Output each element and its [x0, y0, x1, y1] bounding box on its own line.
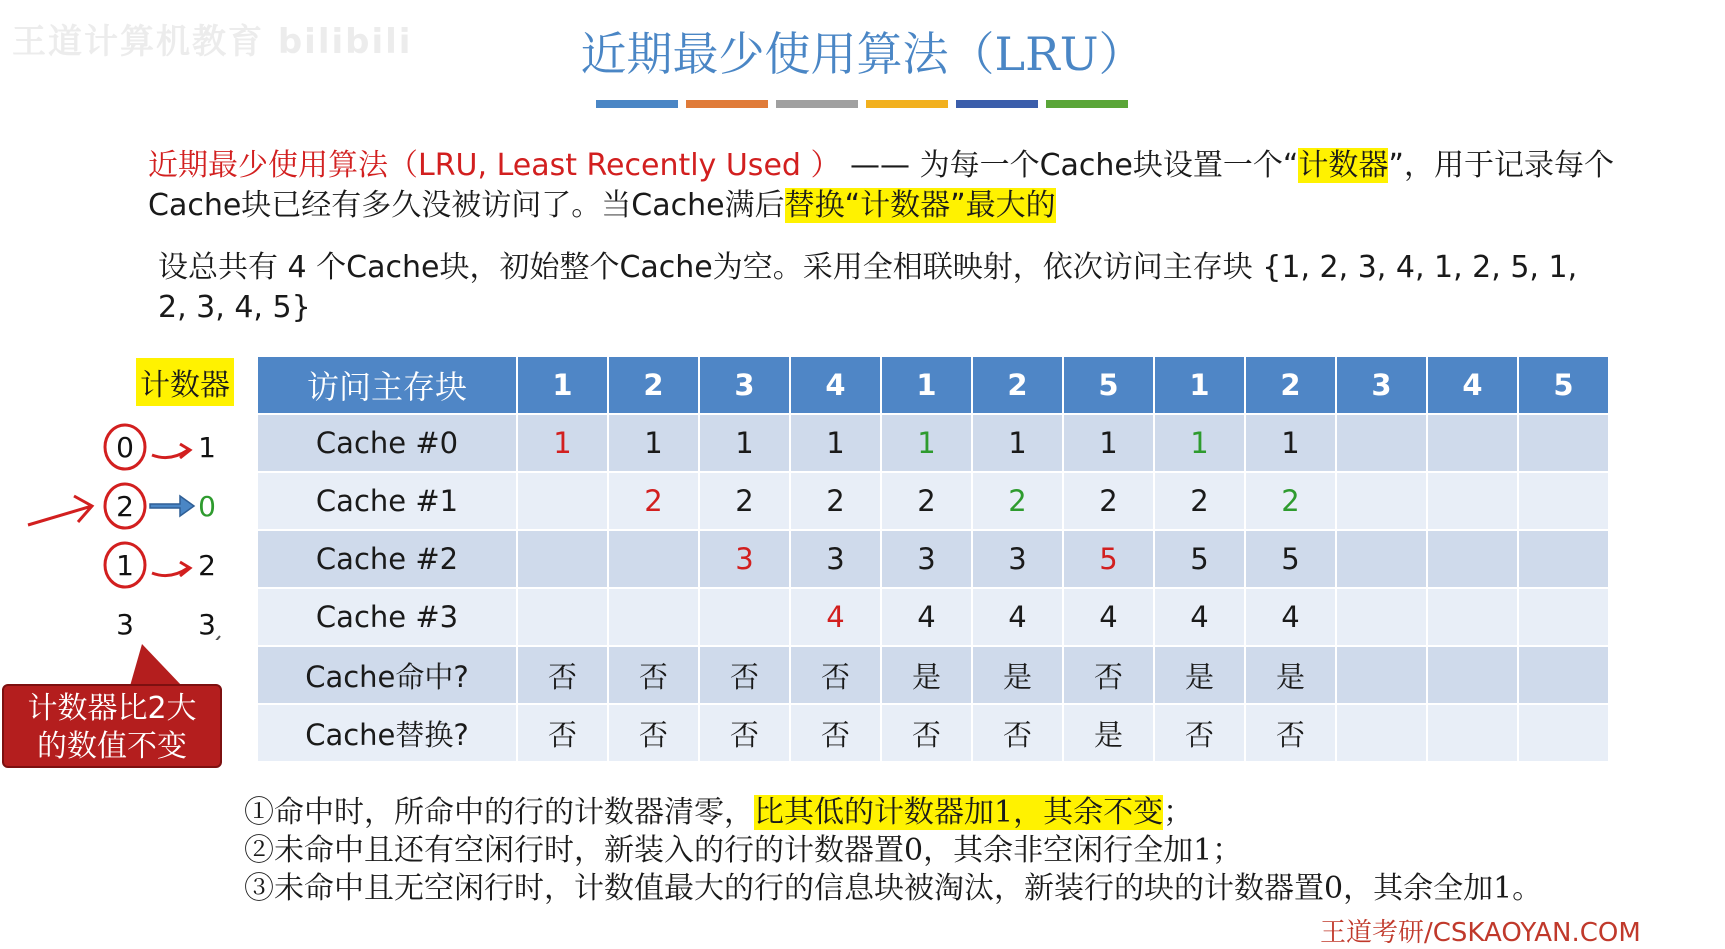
row-label: Cache替换? — [257, 704, 517, 762]
table-header-row — [257, 356, 1609, 414]
table-cell: 是 — [881, 646, 972, 704]
intro-highlight-replace: 替换“计数器”最大的 — [784, 188, 1056, 223]
table-cell: 1 — [608, 414, 699, 472]
table-cell: 4 — [881, 588, 972, 646]
table-cell: 4 — [1154, 588, 1245, 646]
header-label: 访问主存块 — [257, 356, 517, 414]
table-cell — [517, 530, 608, 588]
table-cell — [1336, 588, 1427, 646]
table-cell — [1427, 530, 1518, 588]
table-cell: 3 — [699, 530, 790, 588]
table-cell — [1518, 588, 1609, 646]
access-header: 5 — [1063, 356, 1154, 414]
table-cell: 2 — [1063, 472, 1154, 530]
table-row — [257, 414, 1609, 472]
table-cell — [1336, 472, 1427, 530]
table-cell: 5 — [1245, 530, 1336, 588]
intro-after-counter: ”，用于记录每个Cache块已经有多久没被访问了。当Cache满后 — [148, 148, 1614, 223]
table-cell: 4 — [1245, 588, 1336, 646]
table-cell — [1518, 530, 1609, 588]
access-header: 4 — [1427, 356, 1518, 414]
title-bar-segment — [686, 100, 768, 108]
table-cell — [1518, 646, 1609, 704]
table-cell: 2 — [1245, 472, 1336, 530]
table-cell — [1518, 472, 1609, 530]
intro-highlight-counter: 计数器 — [1298, 148, 1389, 183]
rule-1-highlight: 比其低的计数器加1，其余不变 — [754, 795, 1164, 830]
table-cell: 否 — [608, 646, 699, 704]
table-row — [257, 588, 1609, 646]
table-cell: 1 — [790, 414, 881, 472]
title-bar-segment — [956, 100, 1038, 108]
row-label: Cache #2 — [257, 530, 517, 588]
rule-3: ③未命中且无空闲行时，计数值最大的行的信息块被淘汰，新装行的块的计数器置0，其余全加1。 — [244, 871, 1543, 906]
row-label: Cache #1 — [257, 472, 517, 530]
table-cell: 是 — [1154, 646, 1245, 704]
callout-line: 计数器比2大 — [27, 691, 197, 726]
access-header: 5 — [1518, 356, 1609, 414]
table-cell: 2 — [972, 472, 1063, 530]
table-cell: 否 — [1245, 704, 1336, 762]
pointer-arrow-icon — [28, 496, 92, 525]
table-cell: 是 — [1245, 646, 1336, 704]
access-header: 2 — [608, 356, 699, 414]
intro-dash: —— 为每一个Cache块设置一个“ — [850, 148, 1299, 183]
table-cell: 1 — [517, 414, 608, 472]
counter-annotations — [20, 400, 240, 640]
counter-new: 2 — [198, 549, 216, 582]
table-cell: 4 — [1063, 588, 1154, 646]
table-row — [257, 472, 1609, 530]
access-header: 2 — [972, 356, 1063, 414]
row-label: Cache #0 — [257, 414, 517, 472]
table-cell: 5 — [1063, 530, 1154, 588]
table-cell: 否 — [699, 704, 790, 762]
table-cell: 否 — [1154, 704, 1245, 762]
access-header: 3 — [1336, 356, 1427, 414]
table-cell — [608, 530, 699, 588]
table-cell: 1 — [1154, 414, 1245, 472]
access-header: 1 — [881, 356, 972, 414]
access-header: 3 — [699, 356, 790, 414]
rules — [244, 794, 1704, 908]
table-cell — [699, 588, 790, 646]
table-cell — [1518, 414, 1609, 472]
table-cell: 3 — [881, 530, 972, 588]
title-bar-segment — [866, 100, 948, 108]
table-cell: 2 — [699, 472, 790, 530]
title-bar-segment — [776, 100, 858, 108]
counter-old: 3 — [116, 608, 134, 640]
table-cell: 4 — [972, 588, 1063, 646]
arrow-right-icon — [150, 496, 194, 516]
arrow-icon — [152, 562, 190, 576]
table-cell — [1336, 414, 1427, 472]
counter-new: 3 — [198, 608, 216, 640]
access-header: 1 — [1154, 356, 1245, 414]
slide-title: 近期最少使用算法（LRU） — [580, 27, 1145, 81]
table-cell — [1427, 414, 1518, 472]
table-cell — [1427, 704, 1518, 762]
table-row — [257, 704, 1609, 762]
counter-old: 0 — [116, 431, 134, 464]
counter-new: 0 — [198, 490, 216, 523]
counter-old: 1 — [116, 549, 134, 582]
table-cell — [517, 588, 608, 646]
table-cell — [1336, 646, 1427, 704]
intro-term: 近期最少使用算法（ — [148, 148, 418, 183]
table-cell: 2 — [1154, 472, 1245, 530]
table-cell: 3 — [790, 530, 881, 588]
table-cell: 4 — [790, 588, 881, 646]
table-cell — [608, 588, 699, 646]
table-cell — [1518, 704, 1609, 762]
table-cell: 2 — [790, 472, 881, 530]
callout-tail — [130, 644, 182, 686]
callout-line: 的数值不变 — [37, 729, 187, 764]
rule-2: ②未命中且还有空闲行时，新装入的行的计数器置0，其余非空闲行全加1； — [244, 833, 1243, 868]
table-cell: 1 — [699, 414, 790, 472]
callout-box — [2, 684, 222, 768]
table-cell: 是 — [972, 646, 1063, 704]
row-label: Cache命中? — [257, 646, 517, 704]
table-body — [257, 414, 1609, 762]
table-cell: 否 — [517, 646, 608, 704]
counter-label: 计数器 — [136, 358, 234, 406]
counter-old: 2 — [116, 490, 134, 523]
table-cell: 1 — [1245, 414, 1336, 472]
access-header: 1 — [517, 356, 608, 414]
table-cell — [1427, 646, 1518, 704]
table-cell: 2 — [608, 472, 699, 530]
table-cell — [1427, 472, 1518, 530]
rule-1-text: ①命中时，所命中的行的计数器清零， — [244, 795, 754, 830]
counter-new: 1 — [198, 431, 216, 464]
table-cell — [1336, 530, 1427, 588]
table-cell: 5 — [1154, 530, 1245, 588]
intro-term-abbr: LRU, Least Recently Used ） — [418, 148, 841, 183]
table-row — [257, 646, 1609, 704]
table-cell: 否 — [699, 646, 790, 704]
counter-annotations-svg — [20, 400, 240, 640]
table-cell: 2 — [881, 472, 972, 530]
table-cell: 1 — [972, 414, 1063, 472]
access-header: 4 — [790, 356, 881, 414]
watermark: 王道计算机教育 bilibili — [12, 22, 413, 62]
table-cell — [1336, 704, 1427, 762]
table-cell: 否 — [517, 704, 608, 762]
title-color-bars — [596, 100, 1136, 108]
rule-1 — [244, 794, 1704, 832]
table-cell: 否 — [608, 704, 699, 762]
footer-brand: 王道考研/CSKAOYAN.COM — [1320, 918, 1641, 948]
intro-paragraph — [148, 146, 1618, 226]
table-cell — [1427, 588, 1518, 646]
table-cell: 否 — [790, 646, 881, 704]
rule-1-end: ； — [1163, 795, 1194, 830]
title-bar-segment — [596, 100, 678, 108]
lru-table — [256, 355, 1610, 763]
table-cell: 1 — [881, 414, 972, 472]
table-cell: 否 — [1063, 646, 1154, 704]
table-cell: 否 — [790, 704, 881, 762]
table-cell: 否 — [972, 704, 1063, 762]
table-cell — [517, 472, 608, 530]
table-cell: 3 — [972, 530, 1063, 588]
table-cell: 1 — [1063, 414, 1154, 472]
table-row — [257, 530, 1609, 588]
title-bar-segment — [1046, 100, 1128, 108]
table-cell: 是 — [1063, 704, 1154, 762]
arrow-icon — [152, 444, 190, 458]
access-header: 2 — [1245, 356, 1336, 414]
row-label: Cache #3 — [257, 588, 517, 646]
setup-text: 设总共有 4 个Cache块，初始整个Cache为空。采用全相联映射，依次访问主存块 {1, 2, 3, 4, 1, 2, 5, 1, 2, 3, 4, 5} — [158, 250, 1578, 325]
table-cell: 否 — [881, 704, 972, 762]
